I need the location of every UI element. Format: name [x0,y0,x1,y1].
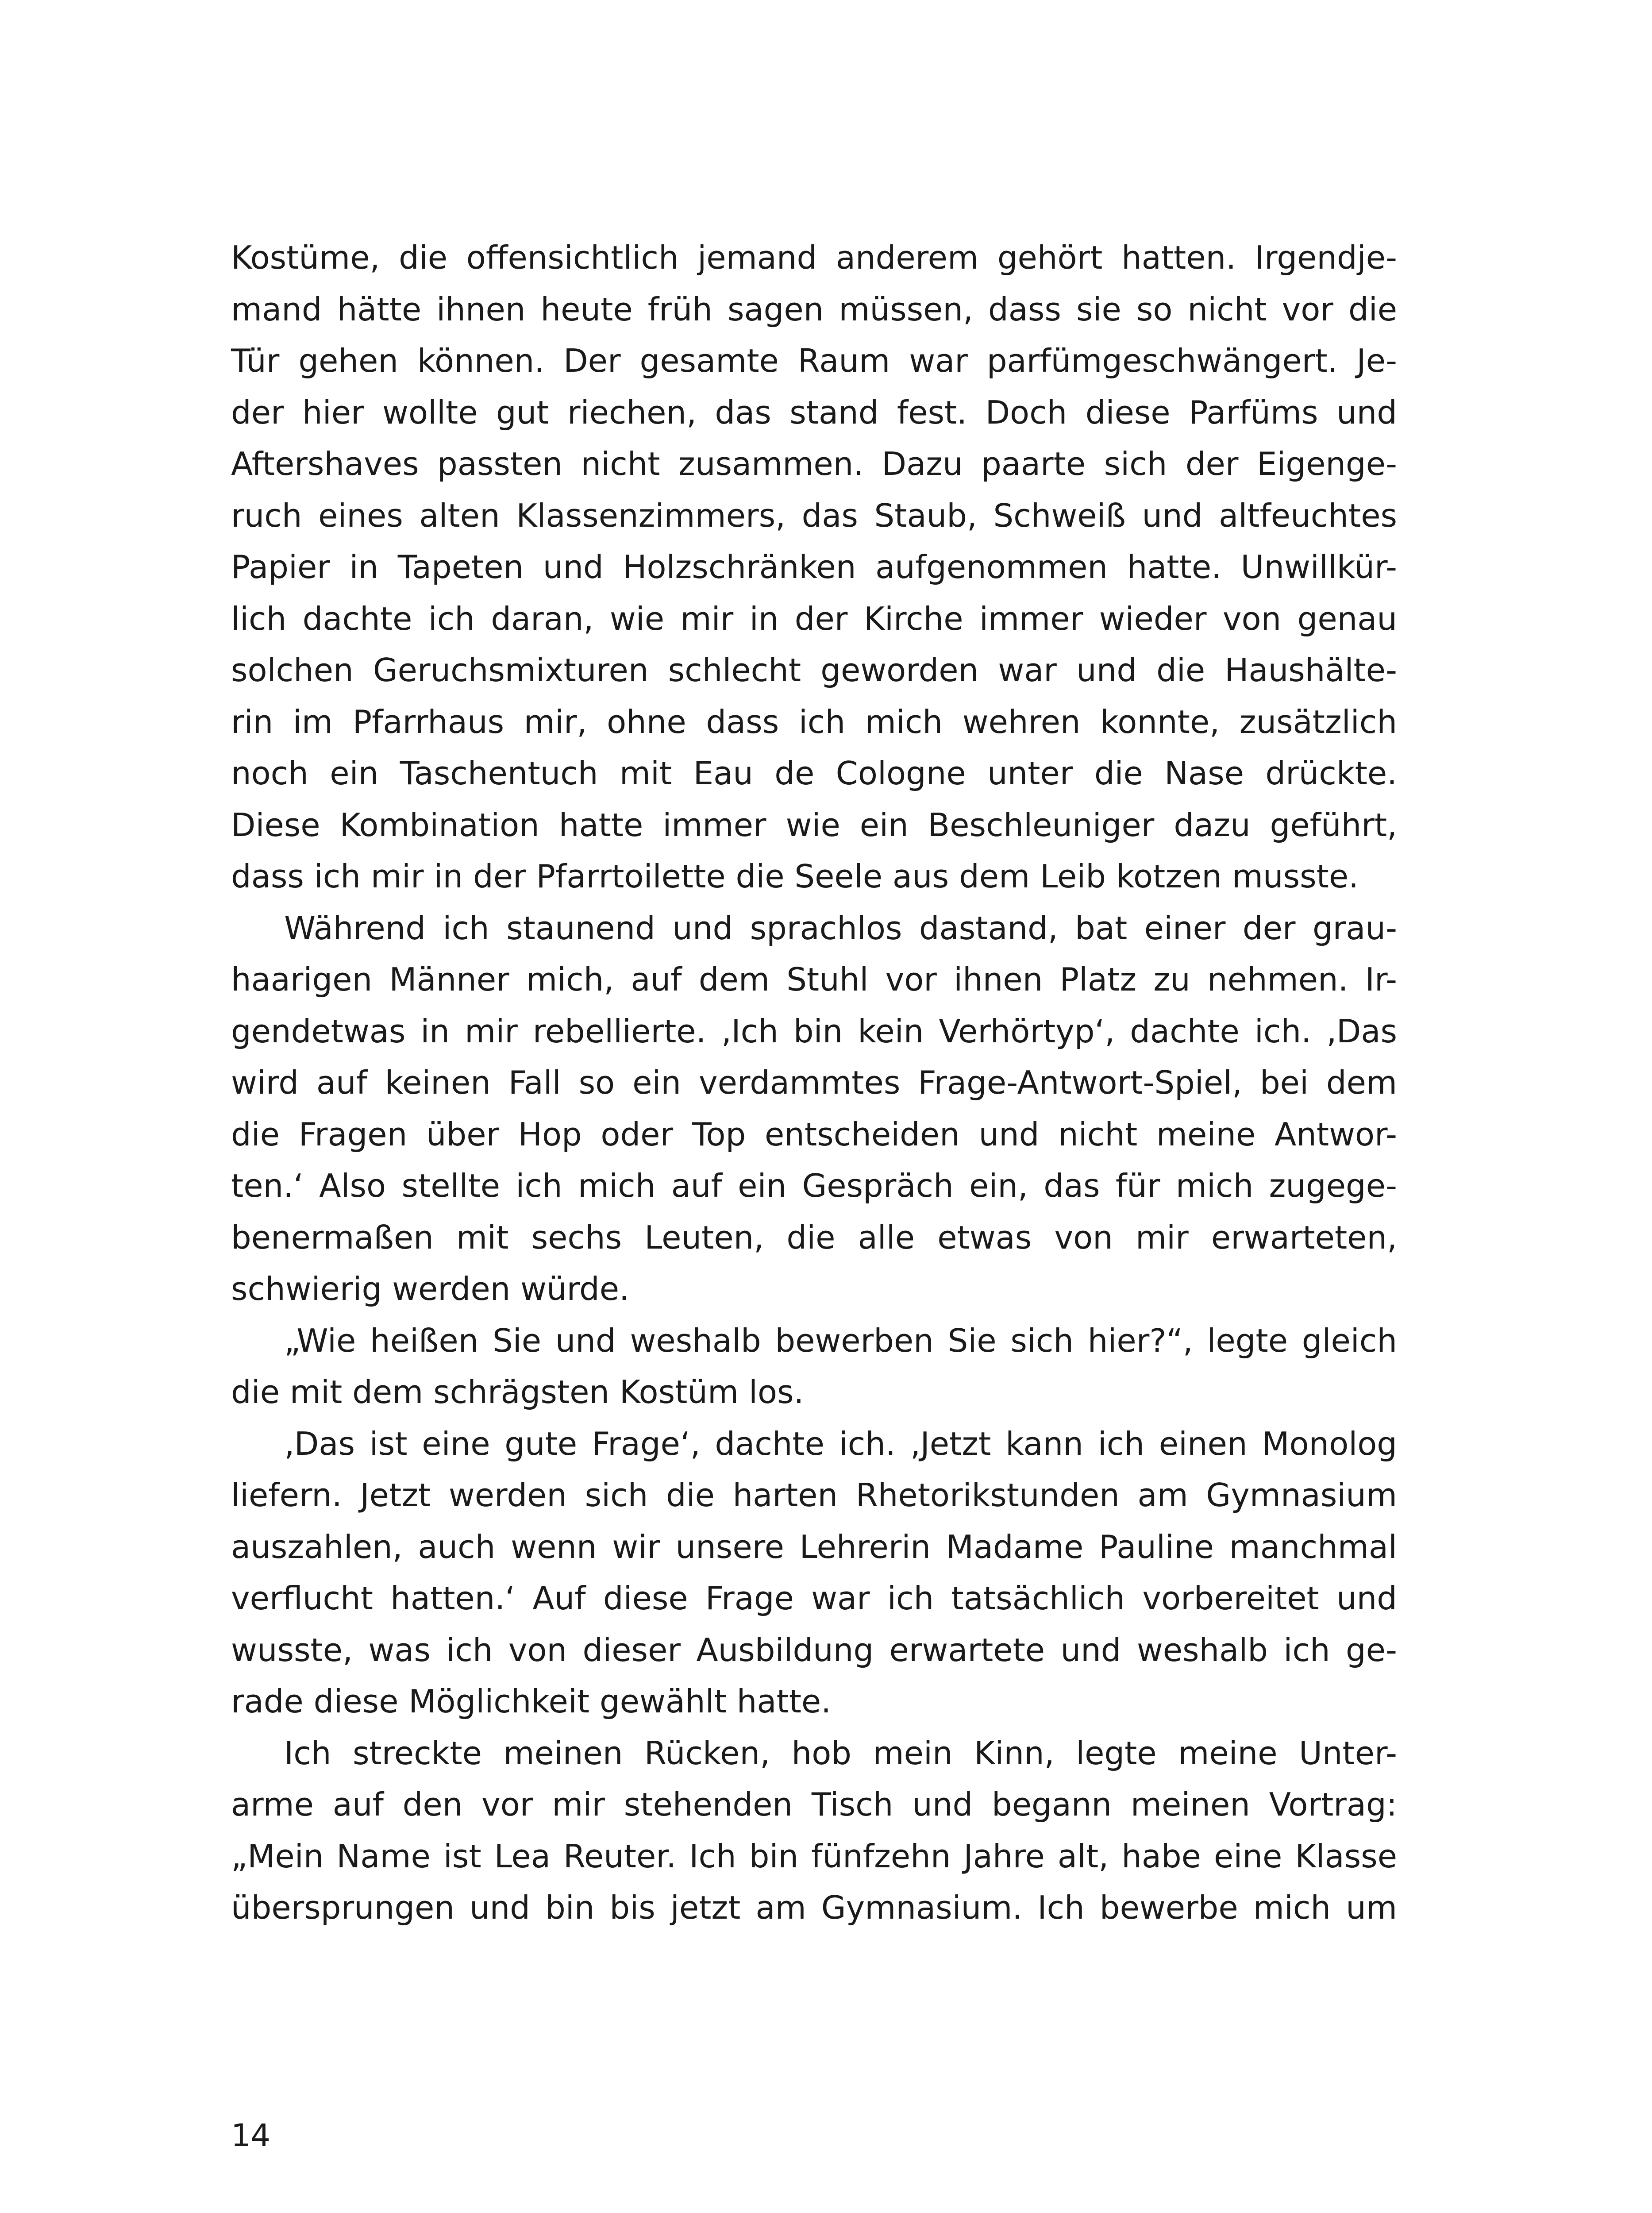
text-line: Kostüme, die offensichtlich jemand anderem gehört hatten. Irgendje- [231,239,1397,276]
text-line: ruch eines alten Klassenzimmers, das Staub, Schweiß und altfeuchtes [231,497,1397,534]
text-line: lich dachte ich daran, wie mir in der Kirche immer wieder von genau [231,600,1397,637]
text-line: wusste, was ich von dieser Ausbildung erwartete und weshalb ich ge- [231,1631,1397,1669]
text-line: Tür gehen können. Der gesamte Raum war parfümgeschwängert. Je- [231,342,1397,379]
text-line: verflucht hatten.‘ Auf diese Frage war ich tatsächlich vorbereitet und [231,1580,1397,1617]
text-line: übersprungen und bin bis jetzt am Gymnasium. Ich bewerbe mich um [231,1889,1397,1926]
text-line: gendetwas in mir rebellierte. ‚Ich bin kein Verhörtyp‘, dachte ich. ‚Das [231,1012,1397,1050]
text-line: der hier wollte gut riechen, das stand fest. Doch diese Parfüms und [231,393,1397,431]
text-line: rade diese Möglichkeit gewählt hatte. [231,1683,832,1720]
text-line: wird auf keinen Fall so ein verdammtes Frage-Antwort-Spiel, bei dem [231,1064,1397,1101]
text-line: mand hätte ihnen heute früh sagen müssen, dass sie so nicht vor die [231,290,1397,328]
text-line: benermaßen mit sechs Leuten, die alle etwas von mir erwarteten, [231,1218,1397,1256]
text-line: Papier in Tapeten und Holzschränken aufgenommen hatte. Unwillkür- [231,548,1397,586]
body-text [231,232,1397,1934]
text-line: die Fragen über Hop oder Top entscheiden und nicht meine Antwor- [231,1115,1397,1153]
text-line: liefern. Jetzt werden sich die harten Rhetorikstunden am Gymnasium [231,1477,1397,1514]
page-number: 14 [231,2117,271,2154]
paragraph [231,902,1397,1315]
text-line: die mit dem schrägsten Kostüm los. [231,1373,804,1411]
text-line: ‚Das ist eine gute Frage‘, dachte ich. ‚Jetzt kann ich einen Monolog [284,1425,1397,1462]
text-line: ten.‘ Also stellte ich mich auf ein Gespräch ein, das für mich zugege- [231,1167,1397,1204]
text-line: solchen Geruchsmixturen schlecht geworden war und die Haushälte- [231,652,1397,689]
text-line: arme auf den vor mir stehenden Tisch und begann meinen Vortrag: [231,1786,1397,1823]
text-line: Während ich staunend und sprachlos dastand, bat einer der grau- [284,909,1397,947]
text-line: noch ein Taschentuch mit Eau de Cologne unter die Nase drückte. [231,755,1397,792]
text-line: schwierig werden würde. [231,1270,629,1307]
text-line: dass ich mir in der Pfarrtoilette die Seele aus dem Leib kotzen musste. [231,858,1359,895]
text-line: rin im Pfarrhaus mir, ohne dass ich mich wehren konnte, zusätzlich [231,703,1397,740]
text-line: haarigen Männer mich, auf dem Stuhl vor ihnen Platz zu nehmen. Ir- [231,961,1397,998]
text-line: auszahlen, auch wenn wir unsere Lehrerin Madame Pauline manchmal [231,1528,1397,1565]
paragraph [231,1727,1397,1934]
text-line: „Mein Name ist Lea Reuter. Ich bin fünfzehn Jahre alt, habe eine Klasse [231,1837,1397,1875]
text-line: Aftershaves passten nicht zusammen. Dazu paarte sich der Eigenge- [231,445,1397,482]
paragraph [231,1315,1397,1418]
paragraph [231,1418,1397,1727]
text-line: Diese Kombination hatte immer wie ein Beschleuniger dazu geführt, [231,806,1397,844]
paragraph [231,232,1397,902]
text-line: „Wie heißen Sie und weshalb bewerben Sie sich hier?“, legte gleich [284,1322,1397,1359]
text-line: Ich streckte meinen Rücken, hob mein Kinn, legte meine Unter- [284,1734,1397,1772]
